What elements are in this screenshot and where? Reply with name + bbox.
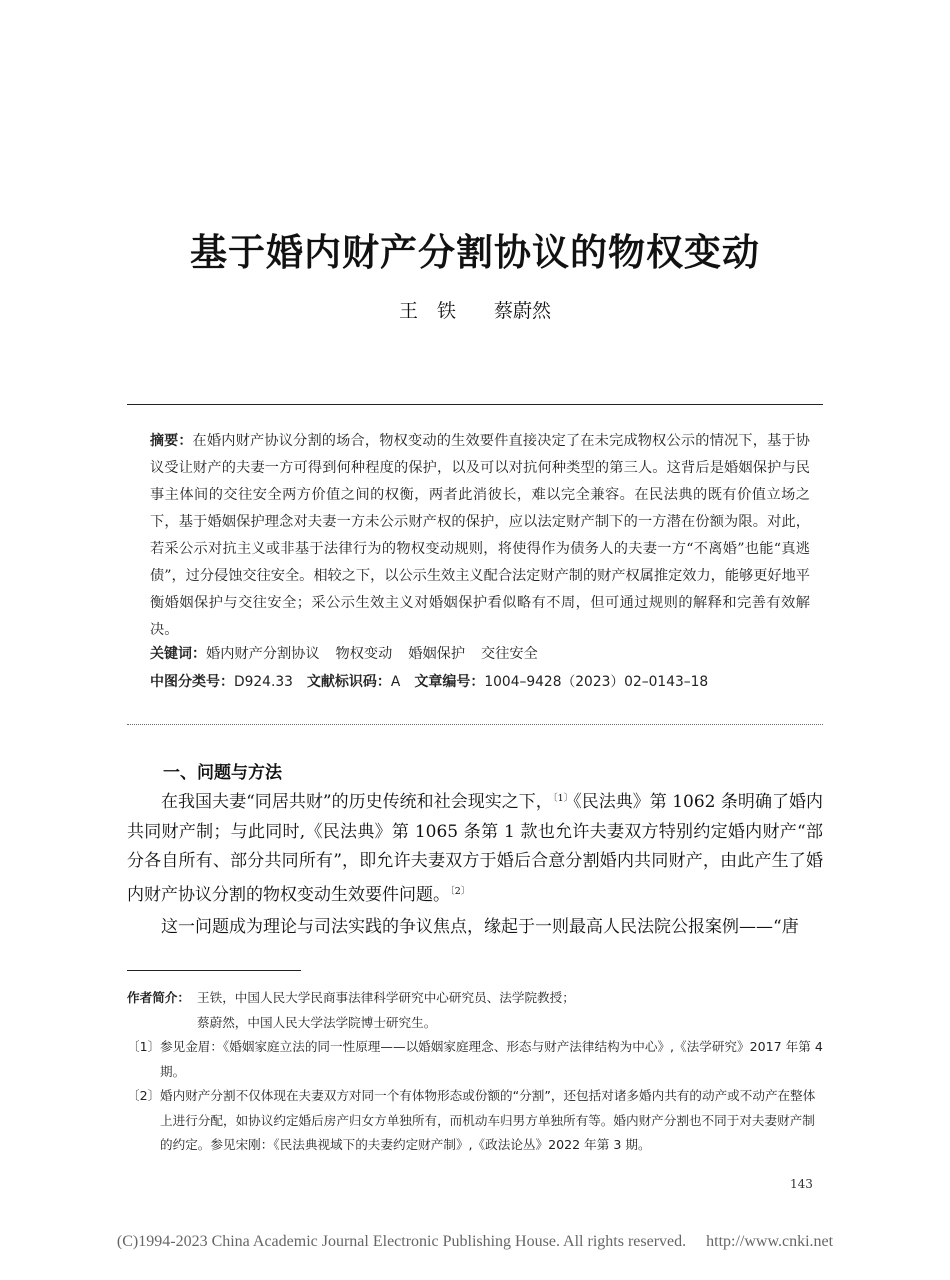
author-bio [127,986,827,1035]
keywords-label: 关键词： [150,646,206,662]
paragraph-text: 《民法典》第 1062 条明确了婚内共同财产制；与此同时,《民法典》第 1065 条第 1 款也允许夫妻双方特别约定婚内财产“部分各自所有、部分共同所有”，即允许夫妻双方于婚后合意分割婚内共同财产，由此产生了婚内财产协议分割的物权变动生效要件问题。 [127,792,823,905]
paragraph [127,784,823,910]
footnote [127,1035,827,1084]
keyword: 婚姻保护 [408,646,466,662]
footnote-divider [127,970,301,971]
copyright-url[interactable]: http://www.cnki.net [706,1233,834,1250]
footnote-ref[interactable]: 〔2〕 [450,885,471,897]
footnote [127,1084,827,1158]
footnote-label: 〔1〕 [127,1039,161,1054]
copyright-text: (C)1994-2023 China Academic Journal Electronic Publishing House. All rights reserved. [116,1233,687,1250]
footnote-text: 参见金眉：《婚姻家庭立法的同一性原理——以婚姻家庭理念、形态与财产法律结构为中心》,《法学研究》2017 年第 4 期。 [160,1039,823,1079]
footnote-ref[interactable]: 〔1〕 [552,793,574,804]
footnotes [127,986,827,1158]
body-text [127,784,823,943]
keyword: 物权变动 [335,646,393,662]
copyright-line [0,1233,950,1251]
footnote-label: 〔2〕 [127,1088,161,1103]
paper-title: 基于婚内财产分割协议的物权变动 [190,231,760,274]
abstract-divider [127,724,823,725]
doc-code-label: 文献标识码： [306,674,391,690]
abstract-label: 摘要： [150,433,193,449]
clc-value: D924.33 [234,674,293,690]
doc-code-value: A [390,674,401,690]
classification-line [150,670,830,691]
article-number-value: 1004–9428（2023）02–0143–18 [484,674,709,690]
keywords [150,643,810,663]
footnote-text: 婚内财产分割不仅体现在夫妻双方对同一个有体物形态或份额的“分割”，还包括对诸多婚内共有的动产或不动产在整体上进行分配，如协议约定婚后房产归女方单独所有，而机动车归男方单独所有等。婚内财产分割也不同于对夫妻财产制的约定。参见宋刚：《民法典视域下的夫妻约定财产制》,《政法论丛》2022 年第 3 期。 [160,1088,816,1152]
header-divider [127,404,823,405]
author-name: 王 铁 [398,300,456,322]
author-bio-line: 王铁，中国人民大学民商事法律科学研究中心研究员、法学院教授； [197,990,575,1005]
author-list [0,296,950,323]
author-bio-line: 蔡蔚然，中国人民大学法学院博士研究生。 [197,1014,437,1030]
author-name: 蔡蔚然 [494,300,552,322]
paragraph: 这一问题成为理论与司法实践的争议焦点，缘起于一则最高人民法院公报案例——“唐 [161,917,799,937]
clc-label: 中图分类号： [150,674,234,690]
keyword: 交往安全 [481,646,538,662]
author-bio-label: 作者简介： [127,990,190,1005]
abstract [150,428,810,644]
article-number-label: 文章编号： [414,674,485,690]
paragraph-text: 在我国夫妻“同居共财”的历史传统和社会现实之下， [161,792,553,812]
keyword: 婚内财产分割协议 [206,646,320,662]
section-heading: 一、问题与方法 [163,763,282,783]
abstract-text: 在婚内财产协议分割的场合，物权变动的生效要件直接决定了在未完成物权公示的情况下，基于协议受让财产的夫妻一方可得到何种程度的保护，以及可以对抗何种类型的第三人。这背后是婚姻保护与民事主体间的交往安全两方价值之间的权衡，两者此消彼长，难以完全兼容。在民法典的既有价值立场之下，基于婚姻保护理念对夫妻一方未公示财产权的保护，应以法定财产制下的一方潜在份额为限。对此，若采公示对抗主义或非基于法律行为的物权变动规则，将使得作为债务人的夫妻一方“不离婚”也能“真逃债”，过分侵蚀交往安全。相较之下，以公示生效主义配合法定财产制的财产权属推定效力，能够更好地平衡婚姻保护与交往安全；采公示生效主义对婚姻保护看似略有不周，但可通过规则的解释和完善有效解决。 [150,433,810,638]
page-number: 143 [790,1177,813,1191]
